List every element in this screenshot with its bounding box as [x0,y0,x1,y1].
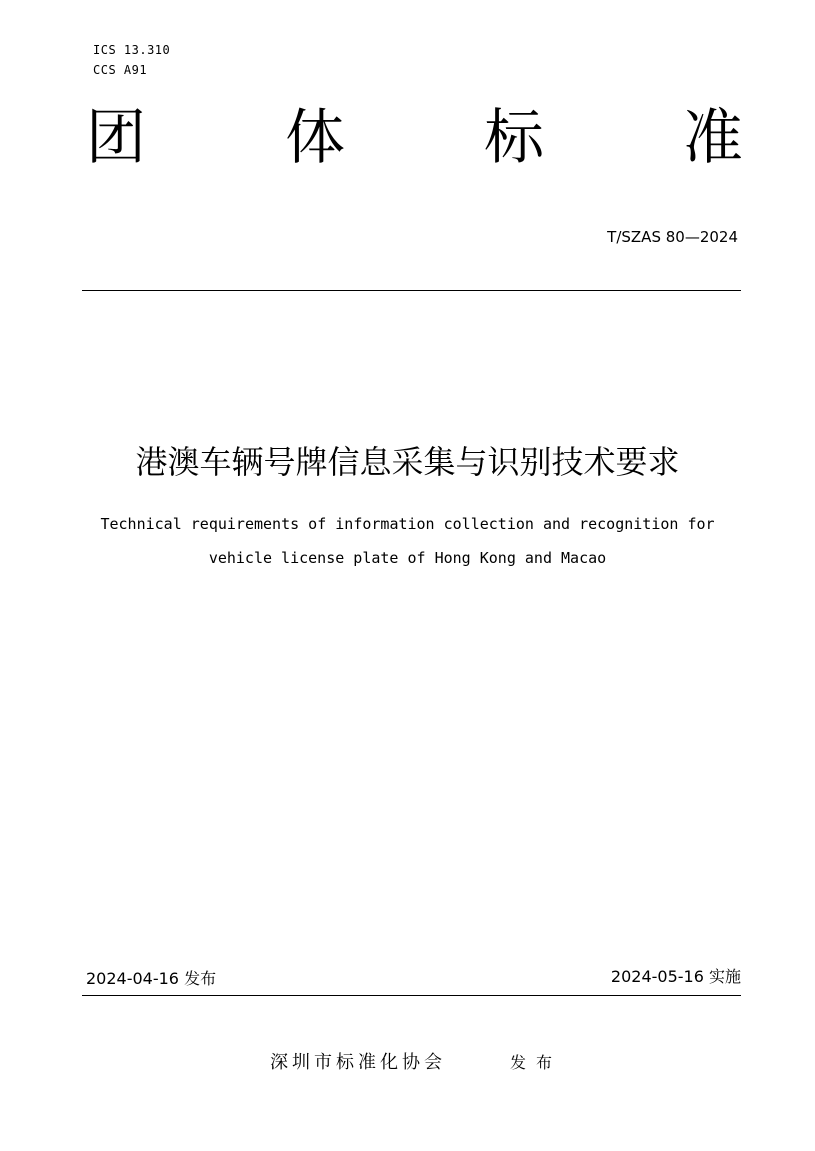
classification-block [93,40,170,80]
title-english-line-2: vehicle license plate of Hong Kong and Macao [208,549,607,567]
ics-code: ICS 13.310 [93,43,171,57]
issuing-organization: 深圳市标准化协会 [270,1052,446,1073]
doc-type-char-4: 准 [683,103,743,173]
issue-action: 发布 [510,1053,563,1072]
doc-type-char-3: 标 [484,103,544,173]
header-divider [82,290,741,291]
implementation-date: 2024-05-16 实施 [610,967,741,986]
standard-code: T/SZAS 80—2024 [607,228,738,246]
doc-type-char-2: 体 [285,103,345,173]
title-chinese: 港澳车辆号牌信息采集与识别技术要求 [135,443,680,481]
doc-type-char-1: 团 [86,103,146,173]
release-date: 2024-04-16 发布 [86,969,217,988]
title-english-line-1: Technical requirements of information collection and recognition for [100,515,715,533]
title-english [0,507,815,575]
ccs-code: CCS A91 [93,63,148,77]
footer-divider [82,995,741,996]
